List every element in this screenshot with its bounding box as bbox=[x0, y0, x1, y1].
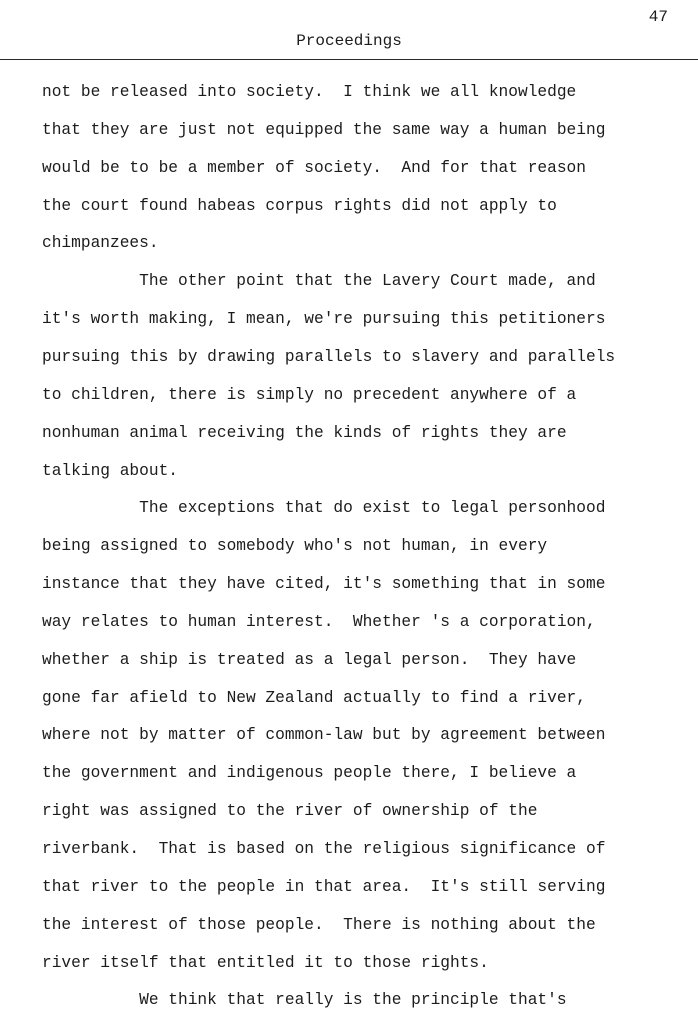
transcript-line: riverbank. That is based on the religious significance of bbox=[42, 840, 606, 858]
transcript-line: the interest of those people. There is nothing about the bbox=[42, 915, 596, 934]
header-divider bbox=[0, 59, 698, 60]
transcript-line: whether a ship is treated as a legal person. They have bbox=[42, 650, 577, 669]
transcript-line: pursuing this by drawing parallels to slavery and parallels bbox=[42, 347, 616, 366]
transcript-line: where not by matter of common-law but by agreement between bbox=[42, 726, 606, 745]
transcript-line: the court found habeas corpus rights did not apply to bbox=[42, 196, 557, 215]
transcript-line: gone far afield to New Zealand actually to find a river, bbox=[42, 688, 586, 707]
transcript-line: right was assigned to the river of ownership of the bbox=[42, 802, 538, 821]
transcript-line: being assigned to somebody who's not human, in every bbox=[42, 537, 548, 556]
transcript-line: The other point that the Lavery Court made, and bbox=[42, 272, 596, 291]
transcript-line: to children, there is simply no precedent anywhere of a bbox=[42, 385, 577, 404]
transcript-line: way relates to human interest. Whether 's a corporation, bbox=[42, 612, 596, 631]
transcript-line: nonhuman animal receiving the kinds of rights they are bbox=[42, 423, 567, 442]
transcript-line: not be released into society. I think we all knowledge bbox=[42, 83, 577, 101]
transcript-line: We think that really is the principle that's bbox=[42, 991, 567, 1010]
transcript-line: would be to be a member of society. And for that reason bbox=[42, 158, 586, 177]
transcript-line: the government and indigenous people there, I believe a bbox=[42, 764, 577, 783]
transcript-line: instance that they have cited, it's something that in some bbox=[42, 575, 606, 594]
transcript-line: The exceptions that do exist to legal personhood bbox=[42, 499, 606, 518]
transcript-line: river itself that entitled it to those rights. bbox=[42, 953, 489, 972]
transcript-line: it's worth making, I mean, we're pursuing this petitioners bbox=[42, 310, 606, 329]
page-header-title: Proceedings bbox=[296, 32, 402, 50]
transcript-line: talking about. bbox=[42, 461, 178, 480]
transcript-line: that river to the people in that area. It's still serving bbox=[42, 877, 606, 896]
transcript-line: that they are just not equipped the same way a human being bbox=[42, 120, 606, 139]
page-number: 47 bbox=[648, 8, 668, 26]
transcript-line: chimpanzees. bbox=[42, 234, 159, 253]
